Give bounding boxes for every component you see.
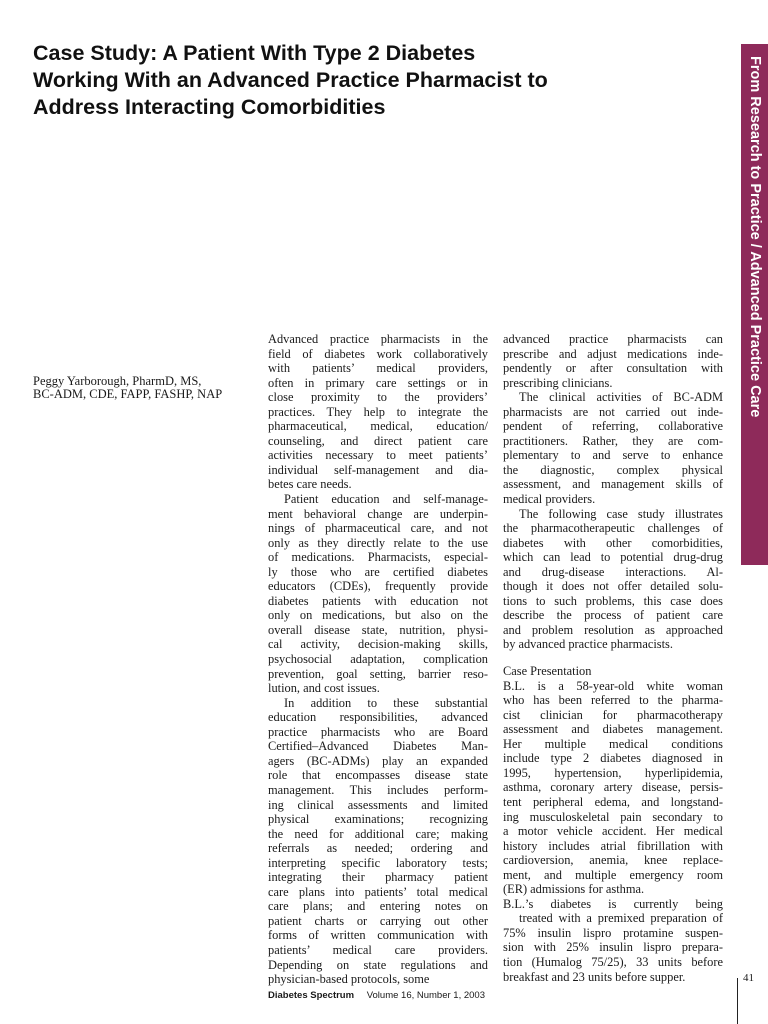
text-line: pharmacists are not carried out inde-: [503, 404, 723, 419]
text-line: Certified–Advanced Diabetes Man-: [268, 739, 488, 754]
text-line: management. This includes perform-: [268, 782, 488, 797]
author-line-1: Peggy Yarborough, PharmD, MS,: [33, 374, 202, 388]
text-line: diabetes with other comorbidities,: [503, 535, 723, 550]
text-line: advanced practice pharmacists can: [503, 332, 723, 346]
text-line: assessment, and management skills of: [503, 477, 723, 492]
text-line: the need for additional care; making: [268, 826, 488, 841]
text-line: tions to such problems, this case does: [503, 593, 723, 608]
text-line: B.L.’s diabetes is currently being: [503, 896, 723, 911]
text-line: treated with a premixed preparation of: [519, 911, 723, 926]
text-line: only as they directly relate to the use: [268, 535, 488, 550]
text-line: cal activity, decision-making skills,: [268, 637, 488, 652]
page-number-rule: [737, 978, 738, 1024]
text-line: plementary to and serve to enhance: [503, 448, 723, 463]
section-banner-label: From Research to Practice / Advanced Practice Care: [747, 56, 763, 418]
text-line: cardioversion, anemia, knee replace-: [503, 853, 723, 868]
footer-journal: Diabetes Spectrum: [268, 990, 355, 1001]
text-line: The clinical activities of BC-ADM: [519, 390, 723, 405]
text-line: betes care needs.: [268, 477, 352, 492]
text-line: diabetes patients with education not: [268, 593, 488, 608]
text-line: care plans into patients’ total medical: [268, 884, 488, 899]
section-heading: Case Presentation: [503, 664, 592, 679]
body-column-1: [268, 332, 488, 987]
text-line: breakfast and 23 units before supper.: [503, 969, 686, 984]
text-line: physician-based protocols, some: [268, 972, 430, 987]
text-line: ly those who are certified diabetes: [268, 564, 488, 579]
page-number: 41: [743, 972, 754, 984]
text-line: 75% insulin lispro protamine suspen-: [503, 925, 723, 940]
text-line: assessment and diabetes management.: [503, 722, 723, 737]
section-banner: [741, 44, 768, 565]
text-line: medical providers.: [503, 492, 596, 507]
text-line: though it does not offer detailed solu-: [503, 579, 723, 594]
text-line: Her multiple medical conditions: [503, 736, 723, 751]
text-line: practices. They help to integrate the: [268, 404, 488, 419]
text-line: prescribe and adjust medications inde-: [503, 346, 723, 361]
text-line: with patients’ medical providers,: [268, 361, 488, 376]
text-line: Depending on state regulations and: [268, 957, 488, 972]
text-line: of medications. Pharmacists, especial-: [268, 550, 488, 565]
text-line: care plans; and entering notes on: [268, 899, 488, 914]
text-line: integrating their pharmacy patient: [268, 870, 488, 885]
text-line: The following case study illustrates: [519, 506, 723, 521]
text-line: patients’ medical care providers.: [268, 942, 488, 957]
title-line-3: Address Interacting Comorbidities: [33, 95, 386, 119]
text-line: referrals as needed; ordering and: [268, 841, 488, 856]
text-line: B.L. is a 58-year-old white woman: [503, 678, 723, 693]
footer-volume: Volume 16, Number 1, 2003: [366, 990, 485, 1001]
text-line: which can lead to potential drug-drug: [503, 550, 723, 565]
text-line: counseling, and direct patient care: [268, 433, 488, 448]
text-line: ing clinical assessments and limited: [268, 797, 488, 812]
text-line: interpreting specific laboratory tests;: [268, 855, 488, 870]
title-line-1: Case Study: A Patient With Type 2 Diabetes: [33, 41, 476, 65]
text-line: educators (CDEs), frequently provide: [268, 579, 488, 594]
text-line: 1995, hypertension, hyperlipidemia,: [503, 765, 723, 780]
text-line: Advanced practice pharmacists in the: [268, 332, 488, 346]
text-line: sion with 25% insulin lispro prepara-: [503, 940, 723, 955]
text-line: education responsibilities, advanced: [268, 710, 488, 725]
text-line: tion (Humalog 75/25), 33 units before: [503, 954, 723, 969]
text-line: role that encompasses disease state: [268, 768, 488, 783]
text-line: tent peripheral edema, and longstand-: [503, 794, 723, 809]
text-line: lution, and cost issues.: [268, 681, 380, 696]
text-line: and problem resolution as approached: [503, 622, 723, 637]
text-line: a motor vehicle accident. Her medical: [503, 824, 723, 839]
article-title: [33, 40, 673, 121]
text-line: ment behavioral change are underpin-: [268, 506, 488, 521]
text-line: field of diabetes work collaboratively: [268, 346, 488, 361]
text-line: the diagnostic, complex physical: [503, 462, 723, 477]
text-line: prevention, goal setting, barrier reso-: [268, 666, 488, 681]
text-line: describe the process of patient care: [503, 608, 723, 623]
text-line: close proximity to the providers’: [268, 390, 488, 405]
text-line: forms of written communication with: [268, 928, 488, 943]
text-line: by advanced practice pharmacists.: [503, 637, 673, 652]
author-byline: [33, 375, 263, 400]
text-line: and drug-disease interactions. Al-: [503, 564, 723, 579]
text-line: history includes atrial fibrillation with: [503, 838, 723, 853]
text-line: pharmaceutical, medical, education/: [268, 419, 488, 434]
text-line: only on medications, but also on the: [268, 608, 488, 623]
text-line: pendent of referring, collaborative: [503, 419, 723, 434]
text-line: patient charts or carrying out other: [268, 913, 488, 928]
text-line: (ER) admissions for asthma.: [503, 882, 645, 897]
text-line: physical examinations; recognizing: [268, 812, 488, 827]
body-column-2: [503, 332, 723, 984]
text-line: practitioners. Rather, they are com-: [503, 433, 723, 448]
text-line: the pharmacotherapeutic challenges of: [503, 521, 723, 536]
text-line: asthma, coronary artery disease, persis-: [503, 780, 723, 795]
text-line: overall disease state, nutrition, physi-: [268, 622, 488, 637]
text-line: ing musculoskeletal pain secondary to: [503, 809, 723, 824]
text-line: who has been referred to the pharma-: [503, 693, 723, 708]
text-line: pendently or after consultation with: [503, 361, 723, 376]
page-footer: [268, 990, 485, 1001]
text-line: psychosocial adaptation, complication: [268, 652, 488, 667]
text-line: cist clinician for pharmacotherapy: [503, 707, 723, 722]
text-line: include type 2 diabetes diagnosed in: [503, 751, 723, 766]
text-line: Patient education and self-manage-: [284, 492, 488, 507]
text-line: individual self-management and dia-: [268, 462, 488, 477]
text-line: In addition to these substantial: [284, 695, 488, 710]
text-line: ment, and multiple emergency room: [503, 867, 723, 882]
text-line: practice pharmacists who are Board: [268, 724, 488, 739]
text-line: nings of pharmaceutical care, and not: [268, 521, 488, 536]
author-line-2: BC-ADM, CDE, FAPP, FASHP, NAP: [33, 386, 223, 401]
text-line: agers (BC-ADMs) play an expanded: [268, 753, 488, 768]
text-line: prescribing clinicians.: [503, 375, 613, 390]
title-line-2: Working With an Advanced Practice Pharmacist to: [33, 68, 548, 92]
text-line: activities necessary to meet patients’: [268, 448, 488, 463]
text-line: often in primary care settings or in: [268, 375, 488, 390]
